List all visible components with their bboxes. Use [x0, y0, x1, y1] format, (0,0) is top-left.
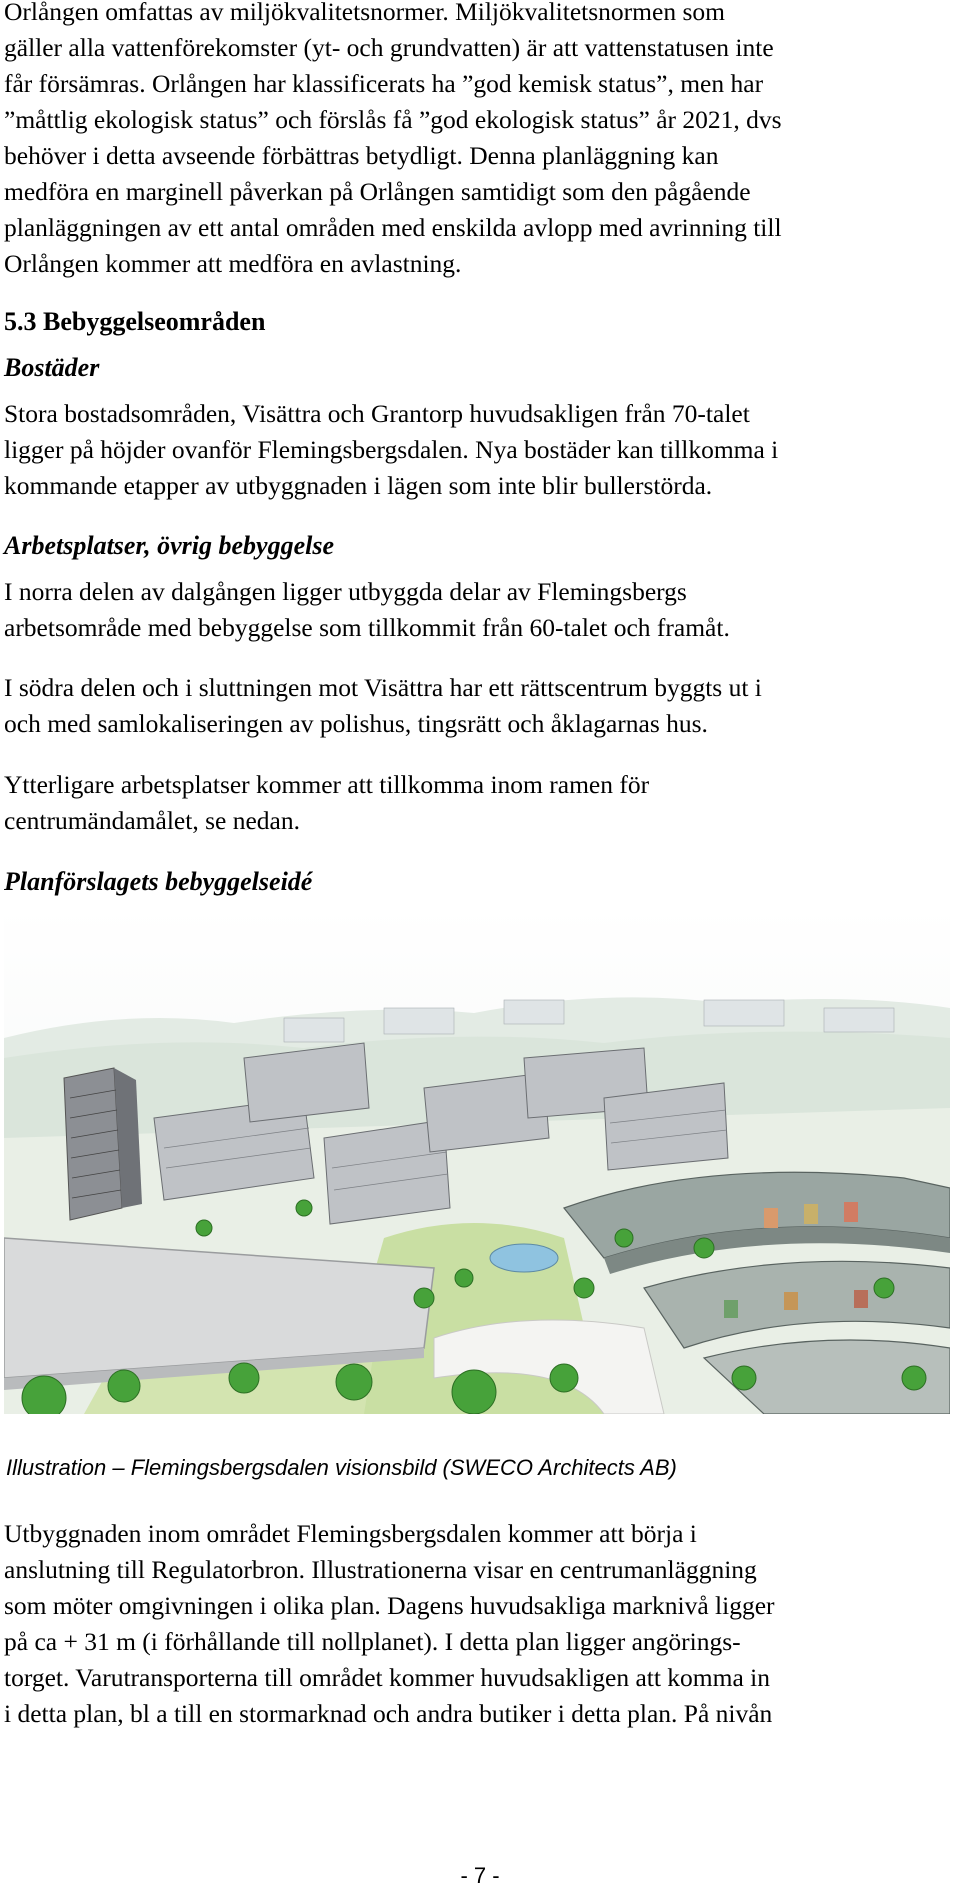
text-line: anslutning till Regulatorbron. Illustrationerna visar en centrumanläggning: [4, 1555, 757, 1584]
text-line: Stora bostadsområden, Visättra och Grantorp huvudsakligen från 70-talet: [4, 399, 750, 428]
text-line: arbetsområde med bebyggelse som tillkommit från 60-talet och framåt.: [4, 613, 730, 642]
plan-heading: Planförslagets bebyggelseidé: [4, 867, 313, 896]
vision-illustration: [4, 908, 950, 1414]
intro-paragraph: [4, 0, 954, 282]
text-line: ligger på höjder ovanför Flemingsbergsdalen. Nya bostäder kan tillkomma i: [4, 435, 779, 464]
figure-caption: Illustration – Flemingsbergsdalen visionsbild (SWECO Architects AB): [6, 1455, 677, 1480]
text-line: på ca + 31 m (i förhållande till nollplanet). I detta plan ligger angörings-: [4, 1627, 741, 1656]
workplaces-paragraph-1: [4, 574, 954, 646]
text-line: Utbyggnaden inom området Flemingsbergsdalen kommer att börja i: [4, 1519, 697, 1548]
text-line: får försämras. Orlången har klassificerats ha ”god kemisk status”, men har: [4, 69, 764, 98]
section-heading: 5.3 Bebyggelseområden: [4, 307, 266, 336]
text-line: I södra delen och i sluttningen mot Visättra har ett rättscentrum byggts ut i: [4, 673, 762, 702]
workplaces-paragraph-2: [4, 670, 954, 742]
text-line: i detta plan, bl a till en stormarknad och andra butiker i detta plan. På nivån: [4, 1699, 773, 1728]
text-line: I norra delen av dalgången ligger utbyggda delar av Flemingsbergs: [4, 577, 687, 606]
text-line: behöver i detta avseende förbättras betydligt. Denna planläggning kan: [4, 141, 719, 170]
workplaces-heading: Arbetsplatser, övrig bebyggelse: [4, 531, 335, 560]
housing-paragraph: [4, 396, 954, 504]
page-number: - 7 -: [460, 1863, 500, 1888]
text-line: torget. Varutransporterna till området kommer huvudsakligen att komma in: [4, 1663, 771, 1692]
closing-paragraph: [4, 1516, 954, 1732]
text-line: som möter omgivningen i olika plan. Dagens huvudsakliga marknivå ligger: [4, 1591, 775, 1620]
text-line: och med samlokaliseringen av polishus, tingsrätt och åklagarnas hus.: [4, 709, 708, 738]
housing-heading: Bostäder: [4, 353, 100, 382]
text-line: Ytterligare arbetsplatser kommer att tillkomma inom ramen för: [4, 770, 650, 799]
workplaces-paragraph-3: [4, 767, 954, 839]
text-line: ”måttlig ekologisk status” och förslås få ”god ekologisk status” år 2021, dvs: [4, 105, 782, 134]
text-line: medföra en marginell påverkan på Orlången samtidigt som den pågående: [4, 177, 751, 206]
text-line: centrumändamålet, se nedan.: [4, 806, 300, 835]
text-line: planläggningen av ett antal områden med enskilda avlopp med avrinning till: [4, 213, 782, 242]
text-line: Orlången omfattas av miljökvalitetsnormer. Miljökvalitetsnormen som: [4, 0, 725, 26]
text-line: kommande etapper av utbyggnaden i lägen som inte blir bullerstörda.: [4, 471, 713, 500]
text-line: gäller alla vattenförekomster (yt- och grundvatten) är att vattenstatusen inte: [4, 33, 774, 62]
text-line: Orlången kommer att medföra en avlastning.: [4, 249, 462, 278]
